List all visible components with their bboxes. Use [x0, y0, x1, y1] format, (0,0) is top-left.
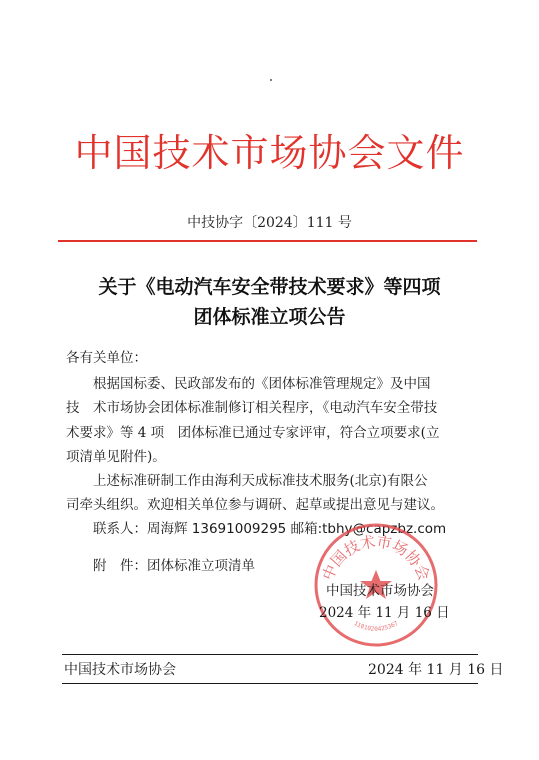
- contact-value: 周海辉 13691009295 邮箱:tbhy@capzbz.com: [147, 521, 447, 537]
- seal-serial: 1101020425367: [352, 620, 400, 633]
- attachment-label: 附 件：: [66, 558, 147, 574]
- paragraph-2-line-1: 上述标准研制工作由海利天成标准技术服务(北京)有限公: [66, 473, 428, 489]
- announcement-title-line-1: 关于《电动汽车安全带技术要求》等四项: [98, 276, 441, 298]
- paragraph-1-line-3: 术要求》等 4 项 团体标准已通过专家评审，符合立项要求(立: [66, 425, 440, 441]
- signature-date: 2024 年 11 月 16 日: [319, 605, 450, 621]
- org-title: 中国技术市场协会文件: [74, 131, 465, 175]
- paragraph-2-line-2: 司牵头组织。欢迎相关单位参与调研、起草或提出意见与建议。: [66, 497, 444, 513]
- announcement-title-line-2: 团体标准立项公告: [193, 306, 346, 328]
- paragraph-1-line-1: 根据国标委、民政部发布的《团体标准管理规定》及中国: [66, 376, 431, 392]
- signature-org: 中国技术市场协会: [326, 583, 434, 599]
- document-number: 中技协字〔2024〕111 号: [187, 215, 352, 231]
- paragraph-1-line-4: 项清单见附件)。: [66, 449, 166, 465]
- attachment-value: 团体标准立项清单: [147, 558, 255, 574]
- footer-org: 中国技术市场协会: [64, 662, 176, 678]
- footer-bottom-rule: [62, 683, 478, 684]
- contact-label: 联系人：: [66, 521, 147, 537]
- footer-top-rule: [62, 654, 478, 655]
- seal-text: 中国技术市场协会: [318, 532, 434, 583]
- red-divider-line: [58, 240, 477, 242]
- paragraph-1-line-2: 技 术市场协会团体标准制修订相关程序，《电动汽车安全带技: [66, 400, 438, 416]
- top-dot-mark: [270, 79, 272, 81]
- attachment-line: [66, 555, 255, 577]
- footer-date: 2024 年 11 月 16 日: [368, 662, 504, 678]
- salutation: 各有关单位：: [66, 350, 147, 366]
